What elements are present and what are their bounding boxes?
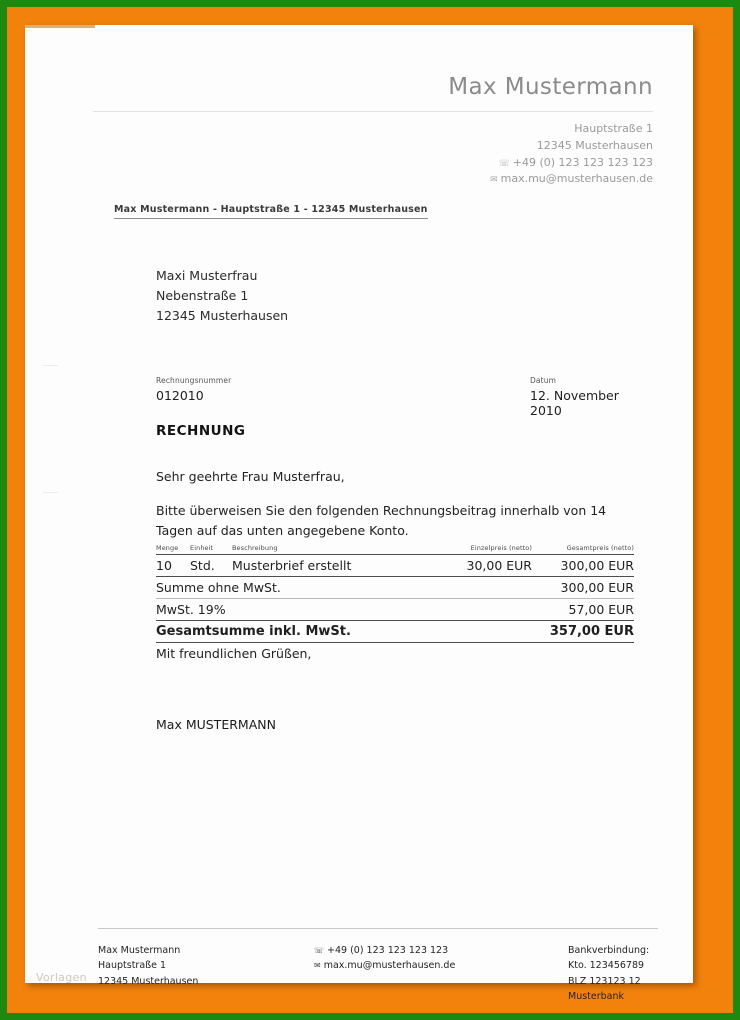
footer-email-row [314,958,568,973]
footer-contact-column [314,943,568,974]
col-header-einzelpreis: Einzelpreis (netto) [470,544,532,552]
cell-einzelpreis: 30,00 EUR [432,555,532,577]
letterhead-name: Max Mustermann [448,74,653,100]
letterhead-street: Hauptstraße 1 [574,122,653,136]
signature-name: Max MUSTERMANN [156,717,276,732]
footer-address-column [98,943,314,989]
recipient-name: Maxi Musterfrau [156,268,258,283]
summary-value-vat: 57,00 EUR [532,599,634,621]
table-header-row [156,544,634,555]
letterhead-email: max.mu@musterhausen.de [500,172,653,186]
body-paragraph: Bitte überweisen Sie den folgenden Rechnungsbeitrag innerhalb von 14 Tagen auf das unten angegebene Konto. [156,503,607,539]
sender-return-line: Max Mustermann - Hauptstraße 1 - 12345 Musterhausen [114,204,428,219]
letterhead-email-row [93,171,653,188]
invoice-date-value: 12. November 2010 [530,388,619,418]
invoice-page [25,25,693,1003]
fold-mark-lower [43,492,58,493]
cell-beschreibung: Musterbrief erstellt [232,555,432,577]
footer-email: max.mu@musterhausen.de [323,960,456,972]
footer-bank-column [568,943,656,1005]
recipient-street: Nebenstraße 1 [156,287,249,303]
invoice-date-label: Datum [530,376,557,385]
footer-street: Hauptstraße 1 [98,960,167,972]
footer-bank-name: Musterbank [568,991,625,1003]
envelope-icon: ✉ [490,175,498,186]
invoice-meta [156,376,634,418]
summary-value-net: 300,00 EUR [532,577,634,599]
summary-label-vat: MwSt. 19% [156,599,432,621]
letterhead-contact [93,121,653,188]
salutation: Sehr geehrte Frau Musterfrau, [156,469,345,484]
summary-label-net: Summe ohne MwSt. [156,577,432,599]
footer-bank-account: Kto. 123456789 [568,960,645,972]
phone-icon: ☏ [314,946,325,955]
footer-bank-blz: BLZ 123123 12 [568,975,641,987]
recipient-address [156,266,288,325]
closing-line: Mit freundlichen Grüßen, [156,646,312,661]
footer-bank-title: Bankverbindung: [568,945,650,956]
letterhead-phone-row [93,155,653,172]
letterhead-divider [93,111,653,112]
letterhead-city: 12345 Musterhausen [536,139,653,153]
footer-phone-row [314,943,568,958]
document-heading: RECHNUNG [156,423,246,439]
invoice-number-label: Rechnungsnummer [156,376,232,385]
col-header-beschreibung: Beschreibung [232,544,278,552]
summary-row-vat [156,599,634,621]
invoice-date-block [530,376,634,418]
invoice-number-block [156,376,530,403]
page-footer [98,928,658,1005]
envelope-icon: ✉ [314,961,321,971]
letterhead [93,75,653,188]
col-header-einheit: Einheit [190,544,214,552]
invoice-number-value: 012010 [156,388,204,403]
cell-gesamtpreis: 300,00 EUR [532,555,634,577]
phone-icon: ☏ [498,158,510,169]
template-watermark: Vorlagen [36,971,87,984]
fold-mark-upper [43,365,58,366]
summary-row-net [156,577,634,599]
recipient-city: 12345 Musterhausen [156,307,289,323]
page-corner-tab [25,25,95,28]
col-header-menge: Menge [156,544,179,552]
line-items-table [156,544,634,643]
footer-phone: +49 (0) 123 123 123 123 [327,945,449,956]
cell-menge: 10 [156,555,190,577]
total-value: 357,00 EUR [532,621,634,643]
footer-name: Max Mustermann [98,945,181,956]
table-bottom-rule-row [156,643,634,644]
table-row [156,555,634,577]
cell-einheit: Std. [190,555,232,577]
col-header-gesamtpreis: Gesamtpreis (netto) [566,544,634,552]
total-label: Gesamtsumme inkl. MwSt. [156,621,432,643]
letterhead-phone: +49 (0) 123 123 123 123 [512,155,653,169]
summary-row-total [156,621,634,643]
footer-city: 12345 Musterhausen [98,975,199,987]
